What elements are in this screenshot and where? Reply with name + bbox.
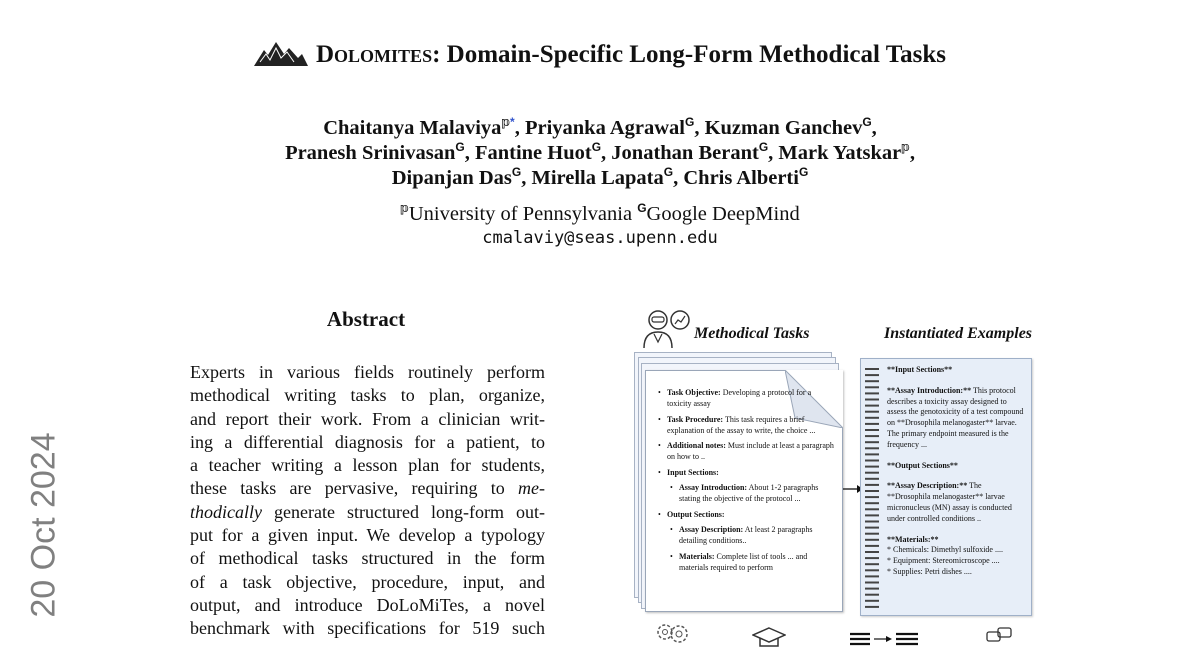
list-item: • Output Sections:	[658, 509, 834, 520]
list-item: * Equipment: Stereomicroscope ....	[887, 556, 1000, 566]
author-name: Fantine Huot	[474, 141, 592, 164]
list-item: • Assay Description: At least 2 paragraphs detailing conditions..	[658, 524, 834, 547]
abstract-line: benchmark with specifications for 519 such	[190, 618, 545, 639]
list-item: * Chemicals: Dimethyl sulfoxide ....	[887, 545, 1003, 555]
affiliation-marker: G	[591, 140, 602, 154]
affiliation-marker: G	[684, 115, 695, 129]
abstract-line: Experts in various fields routinely perform	[190, 362, 545, 382]
affiliation-marker: 𝕡	[901, 140, 910, 154]
list-item: • Materials: Complete list of tools ... and materials required to perform	[658, 551, 834, 574]
author-name: Priyanka Agrawal	[524, 116, 685, 139]
affiliation-upenn: University of Pennsylvania	[408, 202, 633, 225]
contact-email[interactable]: cmalaviy@seas.upenn.edu	[482, 228, 718, 248]
author-name: Chris Alberti	[683, 166, 799, 189]
example-materials: **Materials:** * Chemicals: Dimethyl sulfoxide .... * Equipment: Stereomicroscope .... * Supplies: Petri dishes ....	[887, 535, 1027, 578]
figure-right-title: Instantiated Examples	[884, 325, 1033, 342]
example-intro: **Assay Introduction:** This protocol describes a toxicity assay designed to assess the genotoxicity of a test compound on **Drosophila melanogaster** larvae. The primary endpoint measured is the frequency ...	[887, 385, 1024, 449]
affiliation-marker: G	[663, 165, 674, 179]
abstract-body	[190, 361, 545, 641]
author-name: Dipanjan Das	[391, 166, 512, 189]
list-item: * Supplies: Petri dishes ....	[887, 566, 972, 576]
abstract-line: put for a given input. We develop a typology	[190, 525, 545, 546]
mountain-logo-icon	[254, 40, 308, 73]
chat-icon	[985, 626, 1015, 653]
list-item: • Task Objective: Developing a protocol for a toxicity assay	[658, 387, 834, 410]
paper-title	[0, 40, 1200, 73]
author-name: Mark Yatskar	[778, 141, 902, 164]
list-item: • Task Procedure: This task requires a brief explanation of the assay to write, the choice ...	[658, 414, 834, 437]
list-item: • Assay Introduction: About 1-2 paragraphs stating the objective of the protocol ...	[658, 482, 834, 505]
affiliation-marker: 𝕡	[501, 115, 511, 129]
affiliations: $^𝕡$University of Pennsylvania $^G$Google DeepMind	[400, 201, 800, 225]
author-line-3: Dipanjan Das$^G$, Mirella Lapata$^G$, Chris Alberti$^G$	[391, 165, 809, 189]
task-spec-card	[645, 370, 843, 612]
affiliation-google: Google DeepMind	[646, 202, 800, 225]
affiliation-marker: G	[758, 140, 769, 154]
abstract-heading: Abstract	[326, 307, 406, 331]
author-name: Pranesh Srinivasan	[285, 141, 456, 164]
title-acronym: Dolomites	[316, 41, 433, 68]
example-input-header: **Input Sections**	[887, 365, 953, 374]
author-line-1: Chaitanya Malaviya$^{𝕡*}$, Priyanka Agrawal$^G$, Kuzman Ganchev$^G$,	[323, 115, 877, 139]
abstract-line: methodical writing tasks to plan, organize,	[190, 385, 545, 406]
abstract-line: ing a differential diagnosis for a patient, to	[190, 431, 545, 452]
abstract-line: output, and introduce DoLoMiTes, a novel	[190, 594, 545, 615]
abstract-line: of methodical tasks structured in the form	[190, 548, 545, 569]
example-output-header: **Output Sections**	[887, 460, 958, 470]
gears-icon	[655, 622, 691, 653]
expert-icon	[640, 306, 692, 355]
abstract-line: and report their work. From a clinician writ-	[190, 408, 545, 429]
author-name: Kuzman Ganchev	[704, 116, 863, 139]
list-item: • Input Sections:	[658, 467, 834, 478]
affiliation-marker: G	[798, 165, 809, 179]
equal-contribution-marker: *	[510, 115, 515, 129]
author-name: Jonathan Berant	[611, 141, 759, 164]
affiliation-marker: G	[455, 140, 465, 154]
abstract-line: a teacher writing a lesson plan for students,	[190, 455, 545, 476]
abstract-line: thodically generate structured long-form out-	[190, 501, 545, 522]
abstract-line: of a task objective, procedure, input, and	[190, 571, 545, 592]
figure-left-title: Methodical Tasks	[694, 325, 810, 342]
affiliation-marker: G	[511, 165, 522, 179]
author-line-2: Pranesh Srinivasan$^G$, Fantine Huot$^G$, Jonathan Berant$^G$, Mark Yatskar$^𝕡$,	[285, 140, 915, 164]
example-notebook	[860, 358, 1032, 616]
affiliation-marker: G	[862, 115, 872, 129]
author-name: Chaitanya Malaviya	[323, 116, 502, 139]
example-description: **Assay Description:** The **Drosophila melanogaster** larvae micronucleus (MN) assay is conducted under controlled conditions ..	[887, 481, 1012, 523]
list-item: • Additional notes: Must include at least a paragraph on how to ..	[658, 440, 834, 463]
spiral-binding-icon	[865, 365, 881, 611]
author-name: Mirella Lapata	[531, 166, 664, 189]
arxiv-date-stamp: 20 Oct 2024	[24, 432, 63, 618]
abstract-line: these tasks are pervasive, requiring to me-	[190, 478, 545, 499]
graduation-cap-icon	[752, 626, 786, 653]
title-text: : Domain-Specific Long-Form Methodical Tasks	[432, 41, 946, 68]
